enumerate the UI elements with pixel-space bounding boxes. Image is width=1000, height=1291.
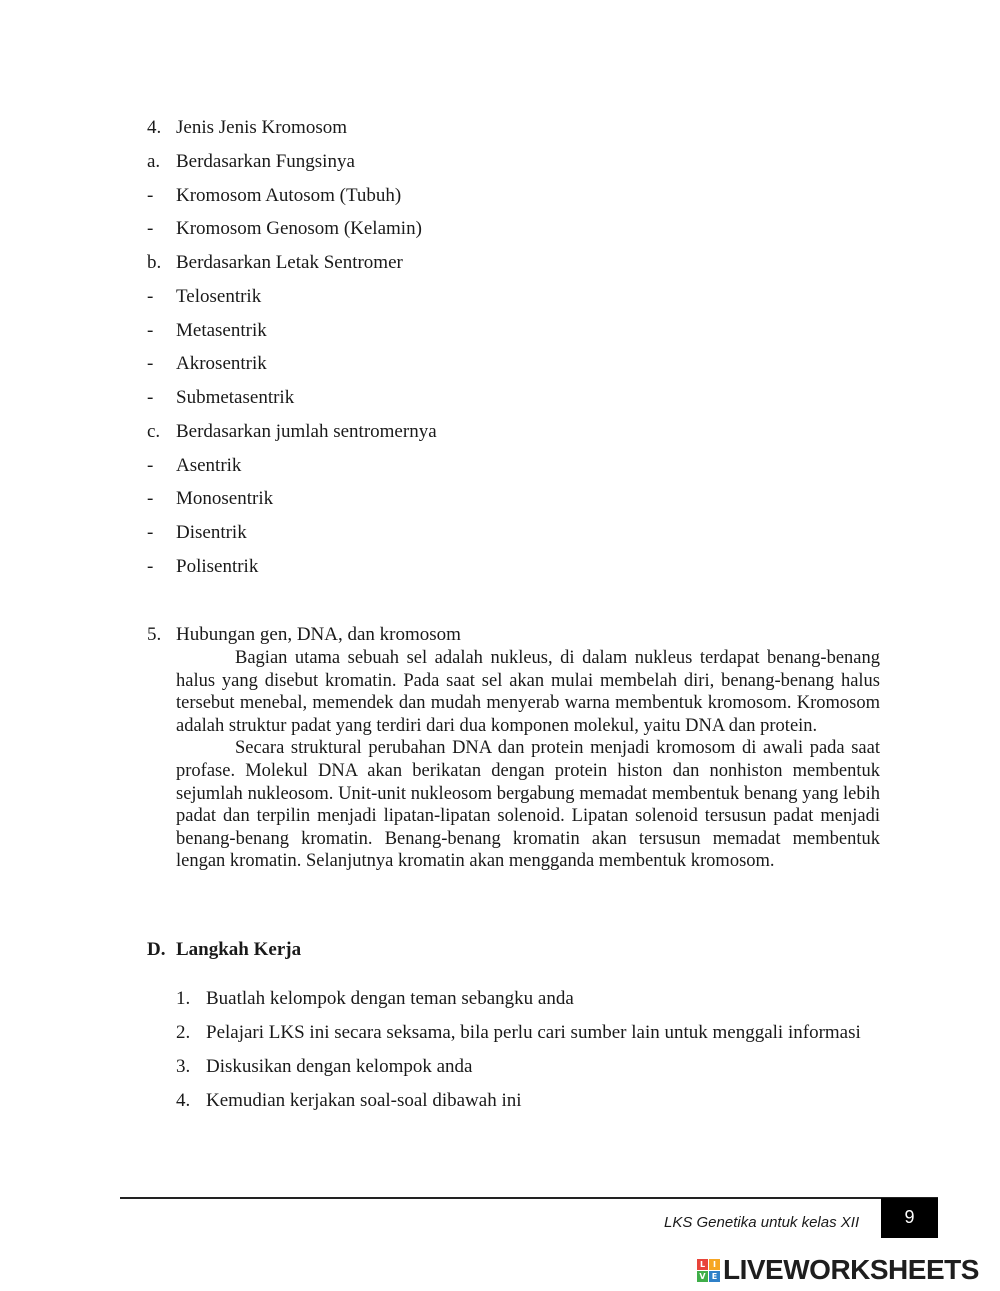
footer-book-title: LKS Genetika untuk kelas XII	[664, 1214, 860, 1231]
paragraph: Secara struktural perubahan DNA dan protein menjadi kromosom di awali pada saat profase. Molekul DNA akan berikatan dengan protein histon dan nonhiston membentuk sejumlah nukleosom. Unit-unit nukleosom bergabung memadat membentuk benang yang lebih padat dan terpilin menjadi lipatan-lipatan solenoid. Lipatan solenoid tersusun padat menjadi benang-benang kromatin. Benang-benang kromatin akan tersusun memadat membentuk lengan kromatin. Selanjutnya kromatin akan mengganda membentuk kromosom.	[176, 738, 880, 872]
list-marker: -	[147, 488, 154, 509]
list-item: Submetasentrik	[176, 387, 295, 408]
liveworksheets-watermark[interactable]	[697, 1255, 979, 1285]
section-d-marker: D.	[147, 939, 166, 960]
list-marker: c.	[147, 421, 161, 442]
list-marker: -	[147, 353, 154, 374]
list-marker: -	[147, 286, 154, 307]
list-item: Polisentrik	[176, 556, 259, 577]
list-item: Monosentrik	[176, 488, 274, 509]
list-item: Berdasarkan jumlah sentromernya	[176, 421, 437, 442]
step-item: Buatlah kelompok dengan teman sebangku anda	[206, 988, 574, 1009]
section-5-title: Hubungan gen, DNA, dan kromosom	[176, 624, 461, 645]
list-marker: -	[147, 320, 154, 341]
logo-letter: L	[697, 1259, 708, 1270]
list-item: Asentrik	[176, 455, 242, 476]
page-number: 9	[881, 1198, 938, 1238]
step-number: 3.	[176, 1056, 191, 1077]
list-item: Kromosom Autosom (Tubuh)	[176, 185, 402, 206]
list-marker: -	[147, 522, 154, 543]
list-item: Akrosentrik	[176, 353, 267, 374]
list-item: Kromosom Genosom (Kelamin)	[176, 218, 422, 239]
list-item: Metasentrik	[176, 320, 267, 341]
liveworksheets-logo-icon	[697, 1259, 720, 1282]
step-number: 2.	[176, 1022, 191, 1043]
list-marker: b.	[147, 252, 162, 273]
list-item: Telosentrik	[176, 286, 262, 307]
step-number: 1.	[176, 988, 191, 1009]
list-item: Berdasarkan Fungsinya	[176, 151, 355, 172]
list-marker: a.	[147, 151, 161, 172]
section-d-title: Langkah Kerja	[176, 939, 302, 960]
paragraph: Bagian utama sebuah sel adalah nukleus, di dalam nukleus terdapat benang-benang halus yang disebut kromatin. Pada saat sel akan mulai membelah diri, benang-benang halus tersebut menebal, memendek dan mudah menyerab warna membentuk kromosom. Kromosom adalah struktur padat yang terdiri dari dua komponen molekul, yaitu DNA dan protein.	[176, 648, 880, 736]
step-item: Kemudian kerjakan soal-soal dibawah ini	[206, 1090, 522, 1111]
list-marker: -	[147, 556, 154, 577]
step-number: 4.	[176, 1090, 191, 1111]
step-item: Pelajari LKS ini secara seksama, bila perlu cari sumber lain untuk menggali informasi	[206, 1022, 861, 1043]
section-5-number: 5.	[147, 624, 162, 645]
footer-divider	[120, 1197, 938, 1199]
section-4-number: 4.	[147, 117, 162, 138]
logo-letter: V	[697, 1271, 708, 1282]
list-item: Disentrik	[176, 522, 247, 543]
list-marker: -	[147, 218, 154, 239]
list-marker: -	[147, 185, 154, 206]
section-5-body	[176, 647, 880, 873]
list-item: Berdasarkan Letak Sentromer	[176, 252, 403, 273]
list-marker: -	[147, 387, 154, 408]
logo-letter: I	[709, 1259, 720, 1270]
step-item: Diskusikan dengan kelompok anda	[206, 1056, 473, 1077]
logo-letter: E	[709, 1271, 720, 1282]
list-marker: -	[147, 455, 154, 476]
liveworksheets-text: LIVEWORKSHEETS	[723, 1254, 979, 1285]
section-4-title: Jenis Jenis Kromosom	[176, 117, 347, 138]
